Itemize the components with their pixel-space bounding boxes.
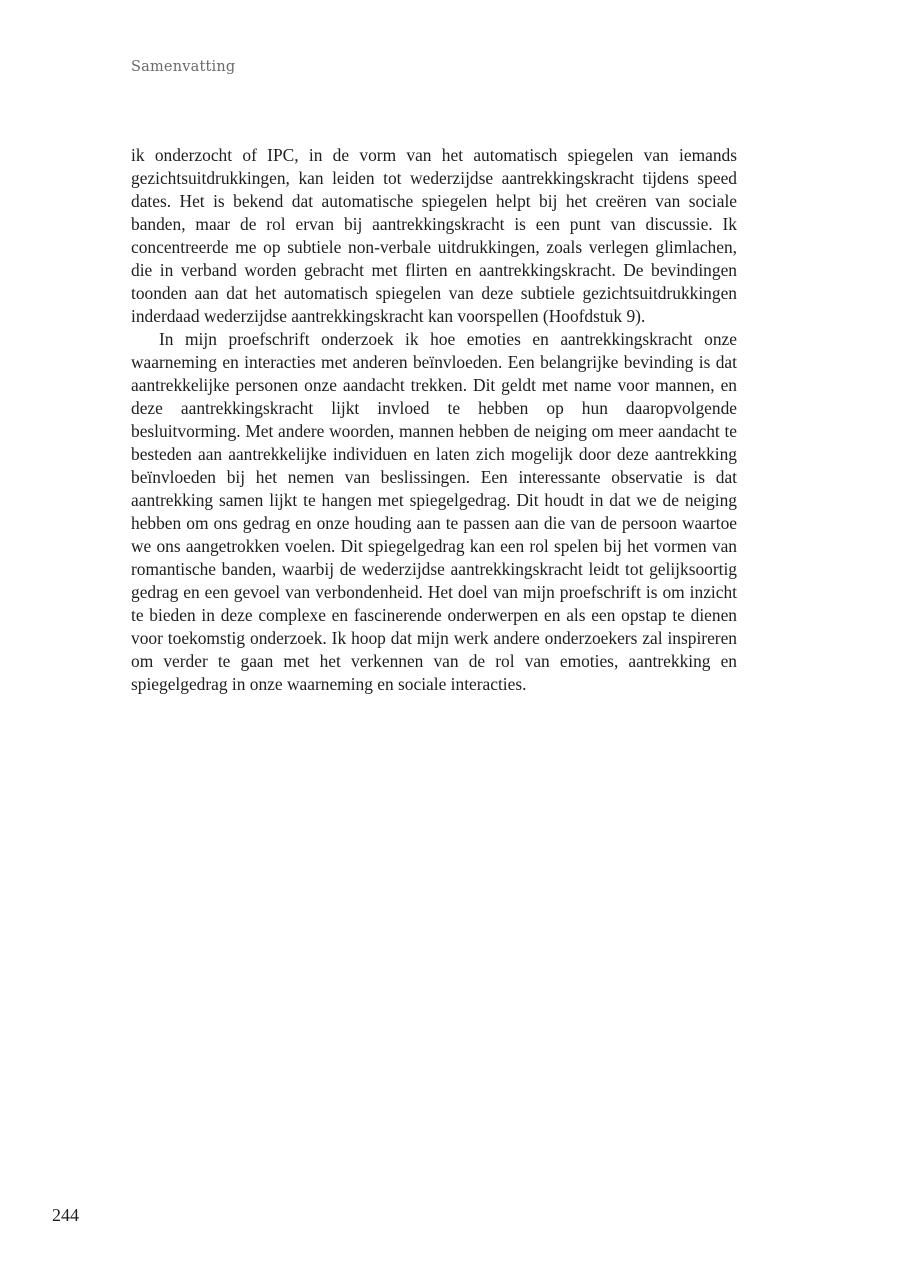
page-number: 244 bbox=[52, 1205, 79, 1225]
body-text bbox=[131, 144, 737, 696]
running-header-title: Samenvatting bbox=[131, 59, 236, 75]
paragraph-main: In mijn proefschrift onderzoek ik hoe emoties en aantrekkingskracht onze waarneming en interacties met anderen beïnvloeden. Een belangrijke bevinding is dat aantrekkelijke personen onze aandacht trekken. Dit geldt met name voor mannen, en deze aantrekkingskracht lijkt invloed te hebben op hun daaropvolgende besluitvorming. Met andere woorden, mannen hebben de neiging om meer aandacht te besteden aan aantrekkelijke individuen en laten zich mogelijk door deze aantrekking beïnvloeden bij het nemen van beslissingen. Een interessante observatie is dat aantrekking samen lijkt te hangen met spiegelgedrag. Dit houdt in dat we de neiging hebben om ons gedrag en onze houding aan te passen aan die van de persoon waartoe we ons aangetrokken voelen. Dit spiegelgedrag kan een rol spelen bij het vormen van romantische banden, waarbij de wederzijdse aantrekkingskracht leidt tot gelijksoortig gedrag en een gevoel van verbondenheid. Het doel van mijn proefschrift is om inzicht te bieden in deze complexe en fascinerende onderwerpen en als een opstap te dienen voor toekomstig onderzoek. Ik hoop dat mijn werk andere onderzoekers zal inspireren om verder te gaan met het verkennen van de rol van emoties, aantrekking en spiegelgedrag in onze waarneming en sociale interacties. bbox=[131, 329, 737, 694]
paragraph-continuation: ik onderzocht of IPC, in de vorm van het automatisch spiegelen van iemands gezichtsuitdrukkingen, kan leiden tot wederzijdse aantrekkingskracht tijdens speed dates. Het is bekend dat automatische spiegelen helpt bij het creëren van sociale banden, maar de rol ervan bij aantrekkingskracht is een punt van discussie. Ik concentreerde me op subtiele non-verbale uitdrukkingen, zoals verlegen glimlachen, die in verband worden gebracht met flirten en aantrekkingskracht. De bevindingen toonden aan dat het automatisch spiegelen van deze subtiele gezichtsuitdrukkingen inderdaad wederzijdse aantrekkingskracht kan voorspellen (Hoofdstuk 9). bbox=[131, 145, 737, 326]
